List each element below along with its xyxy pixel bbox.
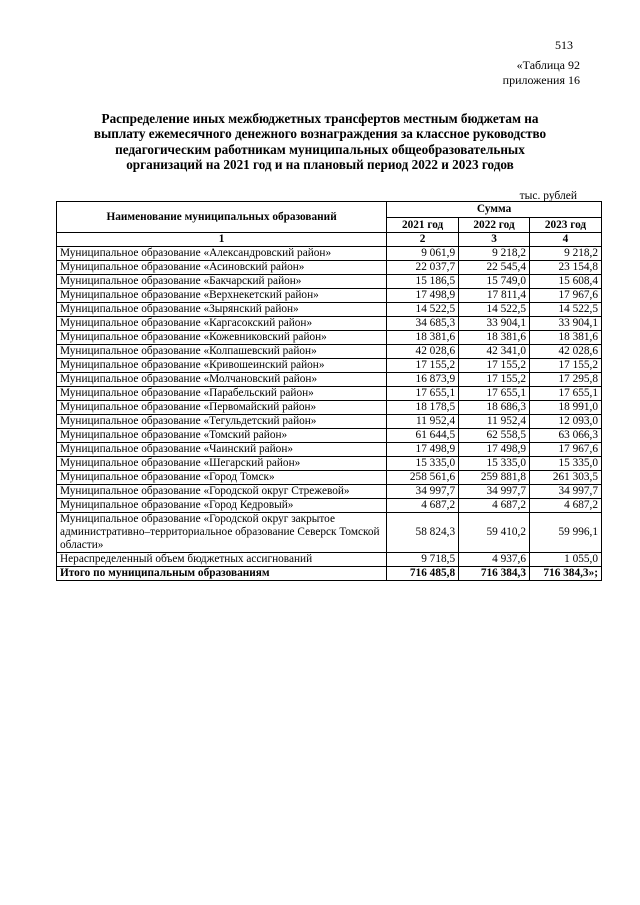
value-2022: 17 155,2: [459, 359, 530, 373]
table-row: [57, 513, 602, 553]
municipality-name: Муниципальное образование «Город Томск»: [57, 471, 387, 485]
municipality-name: Муниципальное образование «Городской округ Стрежевой»: [57, 485, 387, 499]
column-number: 1: [57, 233, 387, 247]
value-2023: 17 655,1: [530, 387, 602, 401]
value-2022: 33 904,1: [459, 317, 530, 331]
column-number: 2: [387, 233, 459, 247]
column-number: 4: [530, 233, 602, 247]
value-2021: 22 037,7: [387, 261, 459, 275]
table-row: [57, 429, 602, 443]
value-2023: 17 155,2: [530, 359, 602, 373]
value-2023: 18 991,0: [530, 401, 602, 415]
value-2021: 58 824,3: [387, 513, 459, 553]
total-2021: 716 485,8: [387, 567, 459, 581]
table-row: [57, 275, 602, 289]
municipality-name: Нераспределенный объем бюджетных ассигнований: [57, 553, 387, 567]
value-2023: 23 154,8: [530, 261, 602, 275]
value-2023: 63 066,3: [530, 429, 602, 443]
municipality-name: Муниципальное образование «Александровский район»: [57, 247, 387, 261]
value-2021: 258 561,6: [387, 471, 459, 485]
value-2021: 34 685,3: [387, 317, 459, 331]
municipality-name: Муниципальное образование «Асиновский район»: [57, 261, 387, 275]
value-2021: 34 997,7: [387, 485, 459, 499]
value-2023: 9 218,2: [530, 247, 602, 261]
value-2023: 42 028,6: [530, 345, 602, 359]
value-2021: 42 028,6: [387, 345, 459, 359]
table-row: [57, 247, 602, 261]
header-2022: 2022 год: [459, 218, 530, 233]
municipality-name: Муниципальное образование «Томский район»: [57, 429, 387, 443]
column-number: 3: [459, 233, 530, 247]
value-2021: 15 186,5: [387, 275, 459, 289]
table-row: [57, 443, 602, 457]
table-row: [57, 317, 602, 331]
value-2021: 16 873,9: [387, 373, 459, 387]
value-2021: 17 155,2: [387, 359, 459, 373]
document-title: Распределение иных межбюджетных трансфертов местным бюджетам на выплату ежемесячного денежного вознаграждения за классное руководство педагогическим работникам муниципальных общеобразовательных организаций на 2021 год и на плановый период 2022 и 2023 годов: [93, 111, 547, 172]
total-row: [57, 567, 602, 581]
value-2022: 22 545,4: [459, 261, 530, 275]
total-2023: 716 384,3»;: [530, 567, 602, 581]
value-2022: 4 687,2: [459, 499, 530, 513]
value-2023: 34 997,7: [530, 485, 602, 499]
municipality-name: Муниципальное образование «Чаинский район»: [57, 443, 387, 457]
municipality-name: Муниципальное образование «Кривошеинский район»: [57, 359, 387, 373]
value-2021: 61 644,5: [387, 429, 459, 443]
value-2021: 9 718,5: [387, 553, 459, 567]
value-2021: 17 498,9: [387, 443, 459, 457]
value-2021: 4 687,2: [387, 499, 459, 513]
table-row: [57, 345, 602, 359]
table-row: [57, 387, 602, 401]
value-2022: 4 937,6: [459, 553, 530, 567]
municipality-name: Муниципальное образование «Городской округ закрытое административно–территориальное образование Северск Томской области»: [57, 513, 387, 553]
municipality-name: Муниципальное образование «Молчановский район»: [57, 373, 387, 387]
total-2022: 716 384,3: [459, 567, 530, 581]
value-2022: 17 655,1: [459, 387, 530, 401]
table-reference-line1: «Таблица 92: [516, 58, 580, 72]
value-2022: 34 997,7: [459, 485, 530, 499]
municipality-name: Муниципальное образование «Зырянский район»: [57, 303, 387, 317]
table-row: [57, 457, 602, 471]
value-2023: 1 055,0: [530, 553, 602, 567]
municipality-name: Муниципальное образование «Парабельский район»: [57, 387, 387, 401]
value-2022: 59 410,2: [459, 513, 530, 553]
value-2022: 42 341,0: [459, 345, 530, 359]
value-2022: 11 952,4: [459, 415, 530, 429]
header-sum: Сумма: [387, 202, 602, 218]
value-2023: 33 904,1: [530, 317, 602, 331]
value-2021: 9 061,9: [387, 247, 459, 261]
value-2023: 17 295,8: [530, 373, 602, 387]
header-2023: 2023 год: [530, 218, 602, 233]
municipality-name: Муниципальное образование «Бакчарский район»: [57, 275, 387, 289]
value-2022: 15 335,0: [459, 457, 530, 471]
municipality-name: Муниципальное образование «Шегарский район»: [57, 457, 387, 471]
table-row: [57, 553, 602, 567]
value-2023: 17 967,6: [530, 443, 602, 457]
units-label: тыс. рублей: [519, 190, 577, 202]
table-body: [57, 247, 602, 567]
municipality-name: Муниципальное образование «Каргасокский район»: [57, 317, 387, 331]
value-2023: 261 303,5: [530, 471, 602, 485]
value-2022: 17 155,2: [459, 373, 530, 387]
value-2021: 18 381,6: [387, 331, 459, 345]
table-row: [57, 303, 602, 317]
value-2023: 18 381,6: [530, 331, 602, 345]
table-row: [57, 471, 602, 485]
municipality-name: Муниципальное образование «Верхнекетский район»: [57, 289, 387, 303]
value-2022: 17 811,4: [459, 289, 530, 303]
value-2023: 14 522,5: [530, 303, 602, 317]
table-row: [57, 401, 602, 415]
transfers-table: [56, 201, 602, 581]
table-reference: [503, 58, 580, 88]
table-reference-line2: приложения 16: [502, 73, 580, 87]
table-row: [57, 359, 602, 373]
value-2023: 12 093,0: [530, 415, 602, 429]
value-2023: 17 967,6: [530, 289, 602, 303]
page-number: 513: [555, 38, 573, 52]
table-row: [57, 373, 602, 387]
value-2021: 18 178,5: [387, 401, 459, 415]
value-2023: 4 687,2: [530, 499, 602, 513]
value-2021: 11 952,4: [387, 415, 459, 429]
municipality-name: Муниципальное образование «Тегульдетский район»: [57, 415, 387, 429]
value-2022: 18 686,3: [459, 401, 530, 415]
value-2022: 62 558,5: [459, 429, 530, 443]
value-2021: 17 655,1: [387, 387, 459, 401]
header-2021: 2021 год: [387, 218, 459, 233]
municipality-name: Муниципальное образование «Город Кедровый»: [57, 499, 387, 513]
table-row: [57, 415, 602, 429]
value-2023: 15 335,0: [530, 457, 602, 471]
municipality-name: Муниципальное образование «Колпашевский район»: [57, 345, 387, 359]
value-2022: 259 881,8: [459, 471, 530, 485]
value-2022: 18 381,6: [459, 331, 530, 345]
header-name-column: Наименование муниципальных образований: [57, 202, 387, 233]
table-row: [57, 289, 602, 303]
table-row: [57, 261, 602, 275]
value-2023: 15 608,4: [530, 275, 602, 289]
value-2022: 14 522,5: [459, 303, 530, 317]
municipality-name: Муниципальное образование «Кожевниковский район»: [57, 331, 387, 345]
value-2021: 17 498,9: [387, 289, 459, 303]
table-row: [57, 499, 602, 513]
value-2023: 59 996,1: [530, 513, 602, 553]
value-2021: 15 335,0: [387, 457, 459, 471]
value-2021: 14 522,5: [387, 303, 459, 317]
value-2022: 9 218,2: [459, 247, 530, 261]
value-2022: 17 498,9: [459, 443, 530, 457]
value-2022: 15 749,0: [459, 275, 530, 289]
municipality-name: Муниципальное образование «Первомайский район»: [57, 401, 387, 415]
table-row: [57, 485, 602, 499]
total-label: Итого по муниципальным образованиям: [57, 567, 387, 581]
table-row: [57, 331, 602, 345]
